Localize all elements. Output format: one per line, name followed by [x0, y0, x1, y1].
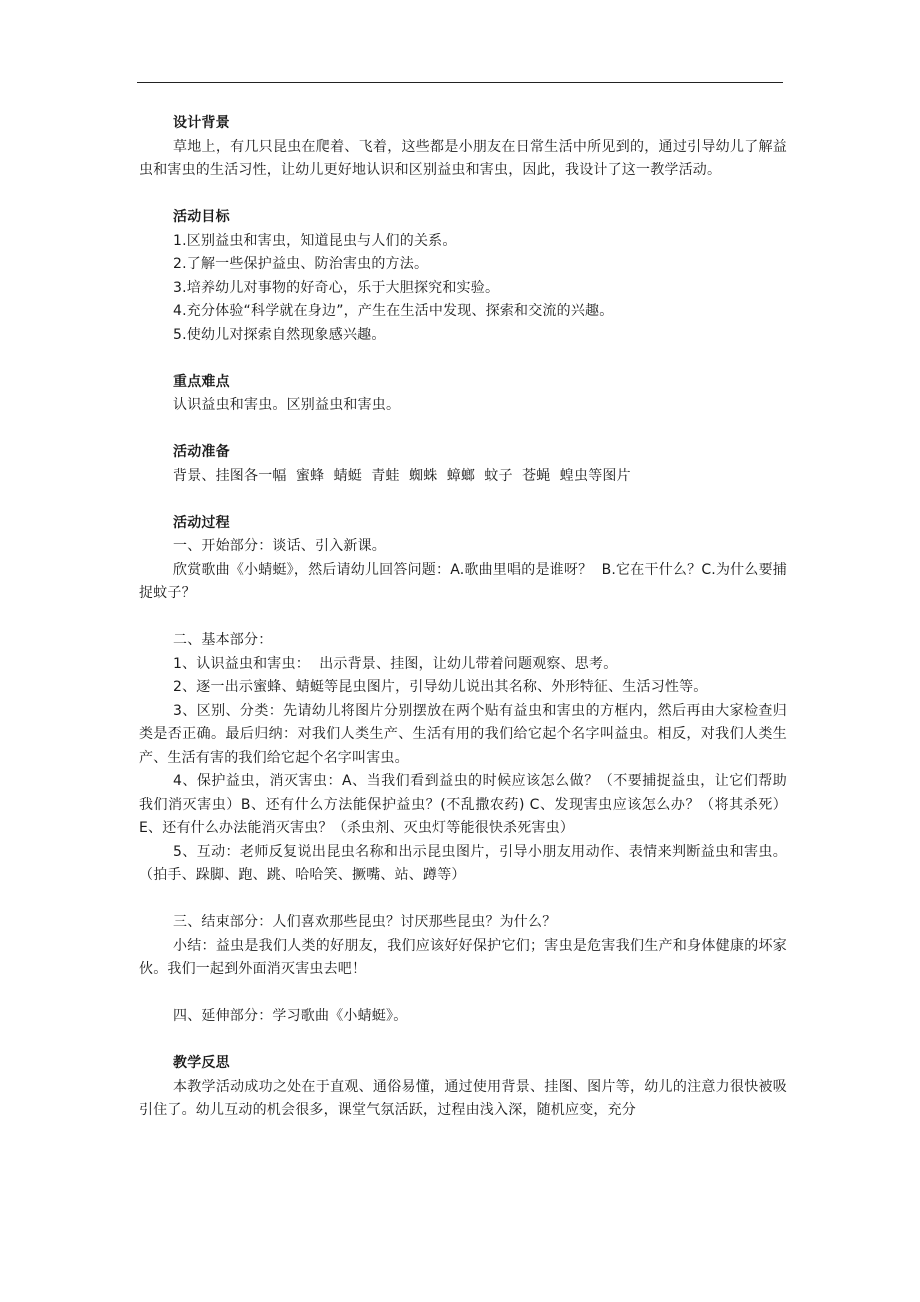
top-rule — [137, 82, 783, 83]
paragraph: 本教学活动成功之处在于直观、通俗易懂，通过使用背景、挂图、图片等，幼儿的注意力很快被吸引住了。幼儿互动的机会很多，课堂气氛活跃，过程由浅入深，随机应变，充分 — [139, 1078, 787, 1118]
paragraph: 四、延伸部分：学习歌曲《小蜻蜓》。 — [173, 1008, 408, 1024]
list-item: 3.培养幼儿对事物的好奇心，乐于大胆探究和实验。 — [173, 279, 500, 296]
paragraph: 草地上，有几只昆虫在爬着、飞着，这些都是小朋友在日常生活中所见到的，通过引导幼儿了解益虫和害虫的生活习性，让幼儿更好地认识和区别益虫和害虫，因此，我设计了这一教学活动。 — [139, 138, 787, 178]
paragraph: 一、开始部分：谈话、引入新课。 — [173, 538, 386, 554]
section-heading: 活动准备 — [173, 444, 230, 460]
spacer — [139, 888, 787, 912]
section-heading: 教学反思 — [173, 1055, 230, 1071]
paragraph: 三、结束部分：人们喜欢那些昆虫？讨厌那些昆虫？为什么？ — [173, 914, 557, 930]
section-key-points — [139, 371, 787, 418]
paragraph: 欣赏歌曲《小蜻蜓》，然后请幼儿回答问题：A.歌曲里唱的是谁呀？ B.它在干什么？C.为什么要捕捉蚊子？ — [139, 561, 787, 601]
spacer — [139, 982, 787, 1006]
paragraph: 3、区别、分类：先请幼儿将图片分别摆放在两个贴有益虫和害虫的方框内，然后再由大家检查归类是否正确。最后归纳：对我们人类生产、生活有用的我们给它起个名字叫益虫。相反，对我们人类生产、生活有害的我们给它起个名字叫害虫。 — [139, 702, 787, 766]
section-heading: 设计背景 — [173, 115, 230, 131]
section-extension-part — [139, 1005, 787, 1029]
section-preparation — [139, 441, 787, 488]
list-item: 2.了解一些保护益虫、防治害虫的方法。 — [173, 256, 429, 272]
spacer — [139, 606, 787, 630]
section-heading: 活动目标 — [173, 209, 230, 225]
paragraph: 4、保护益虫，消灭害虫：A、当我们看到益虫的时候应该怎么做？（不要捕捉益虫，让它们帮助我们消灭害虫）B、还有什么方法能保护益虫？(不乱撒农药) C、发现害虫应该怎么办？（将其杀死）E、还有什么办法能消灭害虫？（杀虫剂、灭虫灯等能很快杀死害虫） — [139, 773, 787, 836]
list-item: 4.充分体验“科学就在身边”，产生在生活中发现、探索和交流的兴趣。 — [173, 303, 614, 319]
paragraph: 1、认识益虫和害虫： 出示背景、挂图，让幼儿带着问题观察、思考。 — [173, 655, 618, 672]
spacer — [139, 1029, 787, 1053]
section-activity-goals — [139, 206, 787, 347]
section-ending-part — [139, 911, 787, 982]
spacer — [139, 183, 787, 207]
document-body — [139, 112, 787, 1123]
spacer — [139, 418, 787, 442]
paragraph: 认识益虫和害虫。区别益虫和害虫。 — [173, 397, 401, 413]
spacer — [139, 488, 787, 512]
section-basic-part — [139, 629, 787, 888]
paragraph: 5、互动：老师反复说出昆虫名称和出示昆虫图片，引导小朋友用动作、表情来判断益虫和害虫。（拍手、跺脚、跑、跳、哈哈笑、撅嘴、站、蹲等） — [139, 843, 787, 883]
list-item: 5.使幼儿对探索自然现象感兴趣。 — [173, 326, 386, 343]
paragraph: 二、基本部分： — [173, 632, 273, 648]
paragraph: 背景、挂图各一幅 蜜蜂 蜻蜓 青蛙 蜘蛛 蟑螂 蚊子 苍蝇 蝗虫等图片 — [173, 467, 631, 484]
section-design-background — [139, 112, 787, 183]
section-activity-process — [139, 512, 787, 606]
section-heading: 活动过程 — [173, 514, 230, 531]
spacer — [139, 347, 787, 371]
section-teaching-reflection — [139, 1052, 787, 1123]
paragraph: 2、逐一出示蜜蜂、蜻蜓等昆虫图片，引导幼儿说出其名称、外形特征、生活习性等。 — [173, 679, 708, 695]
list-item: 1.区别益虫和害虫，知道昆虫与人们的关系。 — [173, 232, 457, 249]
paragraph: 小结：益虫是我们人类的好朋友，我们应该好好保护它们；害虫是危害我们生产和身体健康的坏家伙。我们一起到外面消灭害虫去吧！ — [139, 937, 787, 977]
section-heading: 重点难点 — [173, 373, 230, 390]
